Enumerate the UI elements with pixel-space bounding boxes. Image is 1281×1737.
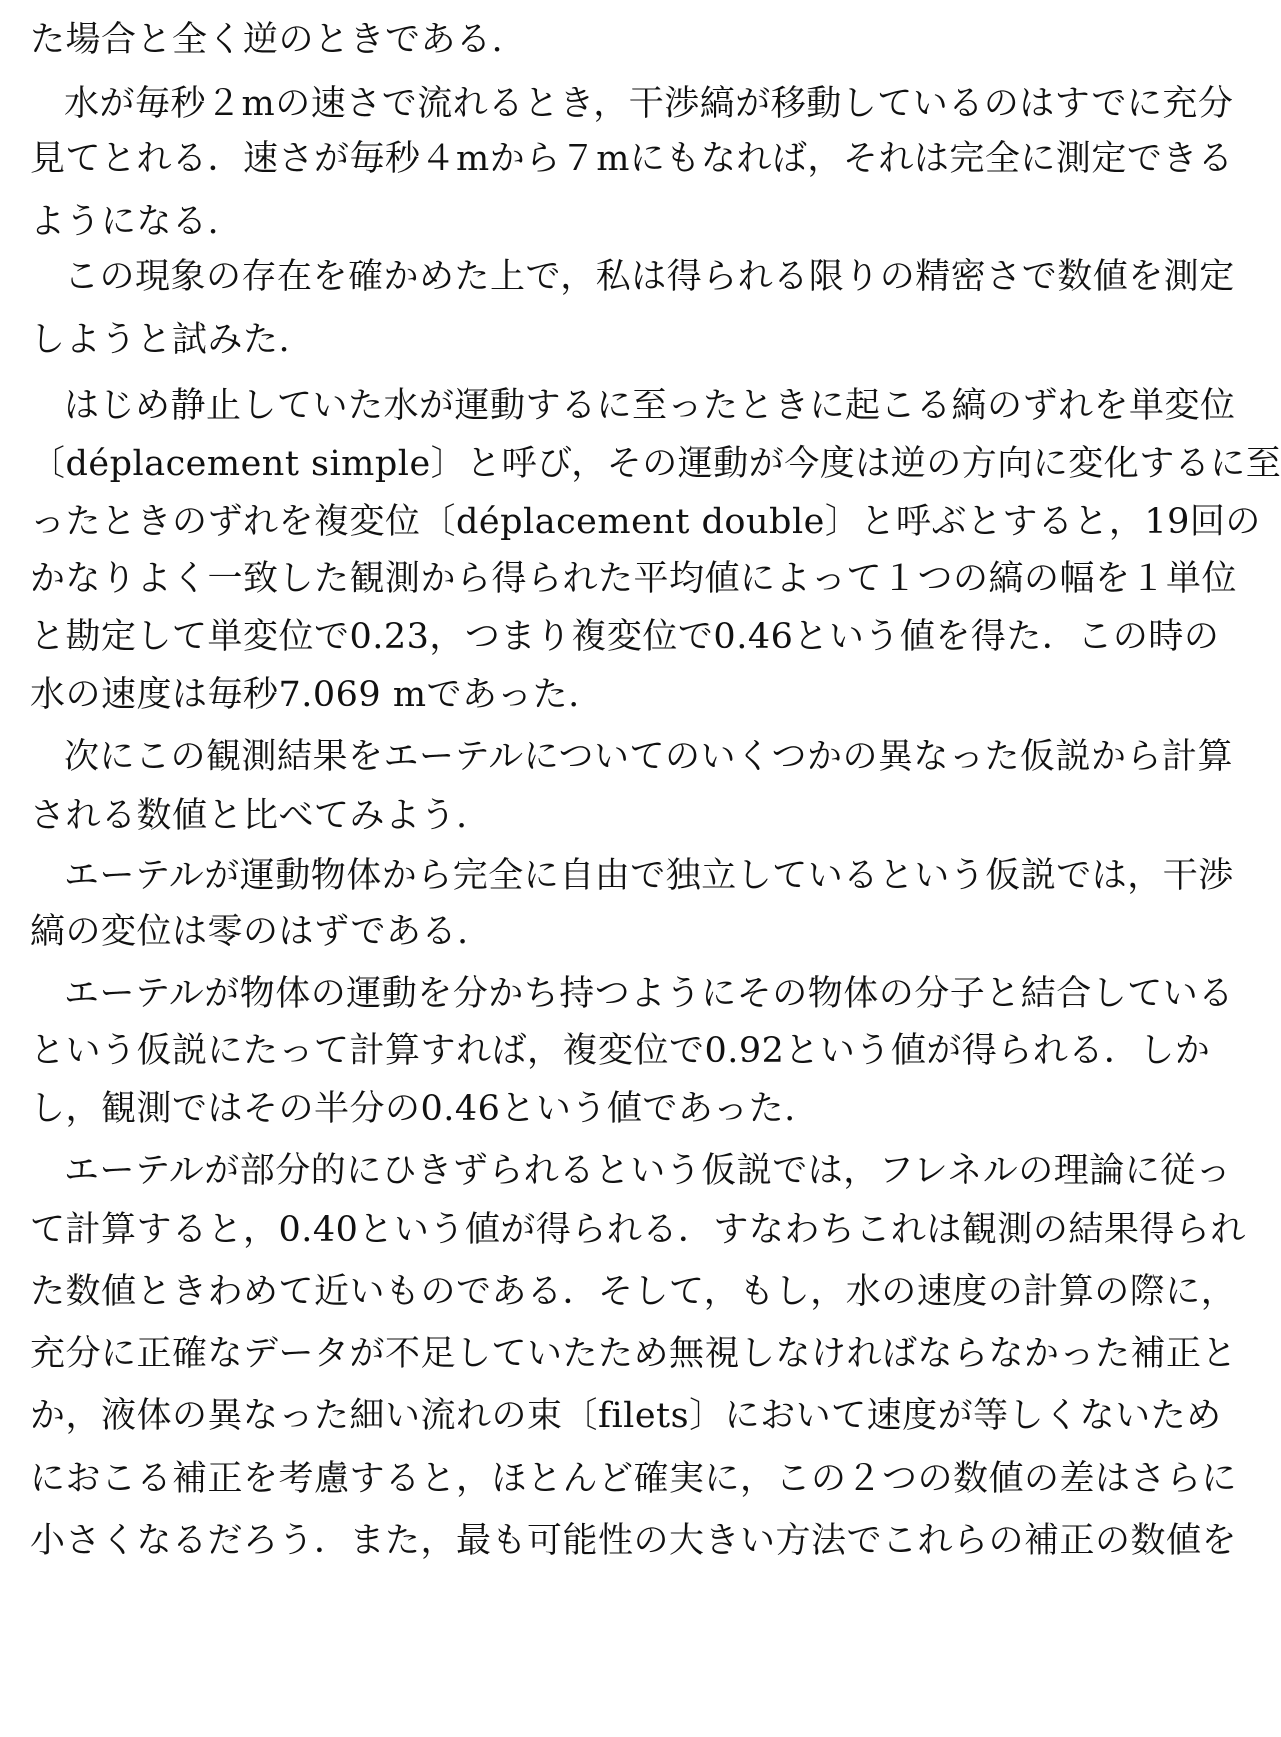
paragraph-start-line: この現象の存在を確かめた上で，私は得られる限りの精密さで数値を測定 (64, 257, 1235, 297)
text-line: 縞の変位は零のはずである. (30, 912, 469, 952)
paragraph-start-line: はじめ静止していた水が運動するに至ったときに起こる縞のずれを単変位 (64, 386, 1236, 426)
text-line: か，液体の異なった細い流れの束〔filets〕において速度が等しくないため (30, 1396, 1222, 1436)
text-line: 水の速度は毎秒7.069 mであった. (30, 675, 580, 715)
paragraph-start-line: エーテルが運動物体から完全に自由で独立しているという仮説では，干渉 (64, 856, 1234, 896)
paragraph-start-line: エーテルが物体の運動を分かち持つようにその物体の分子と結合している (64, 974, 1234, 1014)
paragraph-start-line: 水が毎秒２mの速さで流れるとき，干渉縞が移動しているのはすでに充分 (64, 84, 1234, 124)
text-line: て計算すると，0.40という値が得られる．すなわちこれは観測の結果得られ (30, 1210, 1246, 1250)
text-line: におこる補正を考慮すると，ほとんど確実に，この２つの数値の差はさらに (30, 1459, 1238, 1499)
paragraph-start-line: 次にこの観測結果をエーテルについてのいくつかの異なった仮説から計算 (64, 737, 1234, 777)
text-line: た場合と全く逆のときである. (30, 20, 504, 60)
text-line: し，観測ではその半分の0.46という値であった. (30, 1089, 796, 1129)
text-line: という仮説にたって計算すれば，複変位で0.92という値が得られる．しか (30, 1031, 1211, 1071)
text-line: と勘定して単変位で0.23，つまり複変位で0.46という値を得た．この時の (30, 617, 1220, 657)
text-line: される数値と比べてみよう. (30, 796, 468, 836)
text-line: 充分に正確なデータが不足していたため無視しなければならなかった補正と (30, 1334, 1238, 1374)
text-line: ったときのずれを複変位〔déplacement double〕と呼ぶとすると，19回の (30, 502, 1261, 542)
text-line: しようと試みた. (30, 320, 291, 360)
text-line: ようになる. (30, 202, 220, 242)
paragraph-start-line: エーテルが部分的にひきずられるという仮説では，フレネルの理論に従っ (64, 1151, 1232, 1191)
text-line: かなりよく一致した観測から得られた平均値によって１つの縞の幅を１単位 (30, 559, 1238, 599)
text-line: 〔déplacement simple〕と呼び，その運動が今度は逆の方向に変化するに至 (30, 444, 1281, 484)
text-line: た数値ときわめて近いものである．そして，もし，水の速度の計算の際に， (30, 1272, 1237, 1312)
text-line: 見てとれる．速さが毎秒４mから７mにもなれば，それは完全に測定できる (30, 139, 1234, 179)
text-line: 小さくなるだろう．また，最も可能性の大きい方法でこれらの補正の数値を (30, 1521, 1238, 1561)
